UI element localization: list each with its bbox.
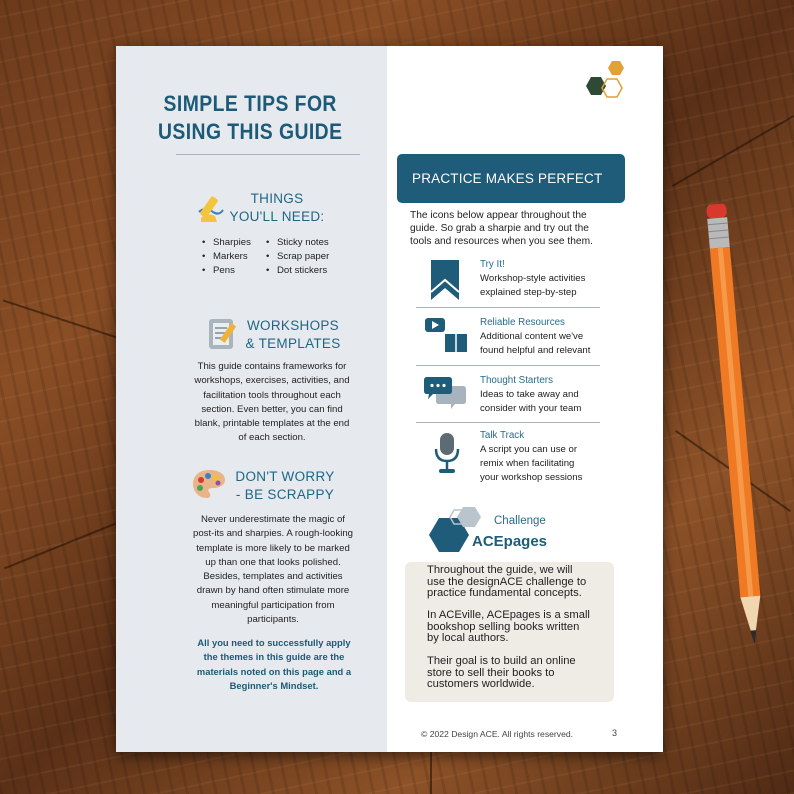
speech-bubbles-icon <box>423 376 467 410</box>
item-desc: Ideas to take away and consider with your team <box>480 389 582 414</box>
practice-intro: The icons below appear throughout the guide. So grab a sharpie and try out the tools and resources when you see them. <box>410 210 593 247</box>
item-desc: A script you can use or remix when facilitating your workshop sessions <box>480 444 583 483</box>
challenge-label: Challenge <box>494 515 546 527</box>
supplies-list-1 <box>202 236 251 278</box>
hexagon-logo-icon <box>577 59 627 107</box>
challenge-p2: In ACEville, ACEpages is a small bookshop selling books written by local authors. <box>427 609 590 644</box>
item-divider <box>416 307 600 308</box>
guide-page <box>116 46 663 752</box>
list-item: • Scrap paper <box>266 250 329 264</box>
challenge-p1: Throughout the guide, we will use the designACE challenge to practice fundamental concepts. <box>427 564 587 599</box>
page-number: 3 <box>612 728 618 738</box>
item-title: Thought Starters <box>480 375 553 386</box>
item-title: Talk Track <box>480 430 525 441</box>
page-title: SIMPLE TIPS FOR USING THIS GUIDE <box>157 91 343 144</box>
wood-seam <box>4 523 116 570</box>
item-desc: Additional content we've found helpful and relevant <box>480 331 591 356</box>
workshops-text: This guide contains frameworks for workshops, exercises, activities, and facilitation tools throughout each section. Even better, you can find blank, printable templates at the end of each section. <box>194 361 350 444</box>
microphone-icon <box>432 431 462 475</box>
palette-icon <box>191 468 227 500</box>
challenge-p3: Their goal is to build an online store to sell their books to customers worldwide. <box>427 655 576 690</box>
item-desc: Workshop-style activities explained step-by-step <box>480 273 586 298</box>
mindset-callout: All you need to successfully apply the themes in this guide are the materials noted on this page and a Beginner's Mindset. <box>196 637 352 691</box>
workshops-heading: WORKSHOPS & TEMPLATES <box>245 318 341 351</box>
list-item: • Dot stickers <box>266 264 329 278</box>
list-item: • Sharpies <box>202 236 251 250</box>
wood-seam <box>430 752 432 794</box>
wood-seam <box>3 300 118 339</box>
practice-banner: PRACTICE MAKES PERFECT <box>397 154 625 203</box>
item-divider <box>416 422 600 423</box>
scrappy-text: Never underestimate the magic of post-its and sharpies. A rough-looking template is more likely to be marked up than one that looks polished. Besides, templates and activities drawn by hand often stimulate more meaningful participation from participants. <box>193 514 353 626</box>
item-title: Reliable Resources <box>480 317 565 328</box>
list-item: • Pens <box>202 264 251 278</box>
clipboard-icon <box>207 317 239 351</box>
acepages-brand: ACEpages <box>472 533 548 550</box>
video-book-icon <box>423 316 471 356</box>
item-divider <box>416 365 600 366</box>
wood-seam <box>672 115 794 187</box>
copyright-footer: © 2022 Design ACE. All rights reserved. <box>421 729 574 739</box>
list-item: • Markers <box>202 250 251 264</box>
list-item: • Sticky notes <box>266 236 329 250</box>
wooden-pencil <box>698 202 773 655</box>
title-divider <box>176 154 360 155</box>
bookmark-icon <box>430 259 460 301</box>
supplies-list-2 <box>266 236 329 278</box>
item-title: Try It! <box>480 259 505 270</box>
scrappy-heading: DON'T WORRY - BE SCRAPPY <box>235 469 335 502</box>
things-heading: THINGS YOU'LL NEED: <box>229 191 325 224</box>
